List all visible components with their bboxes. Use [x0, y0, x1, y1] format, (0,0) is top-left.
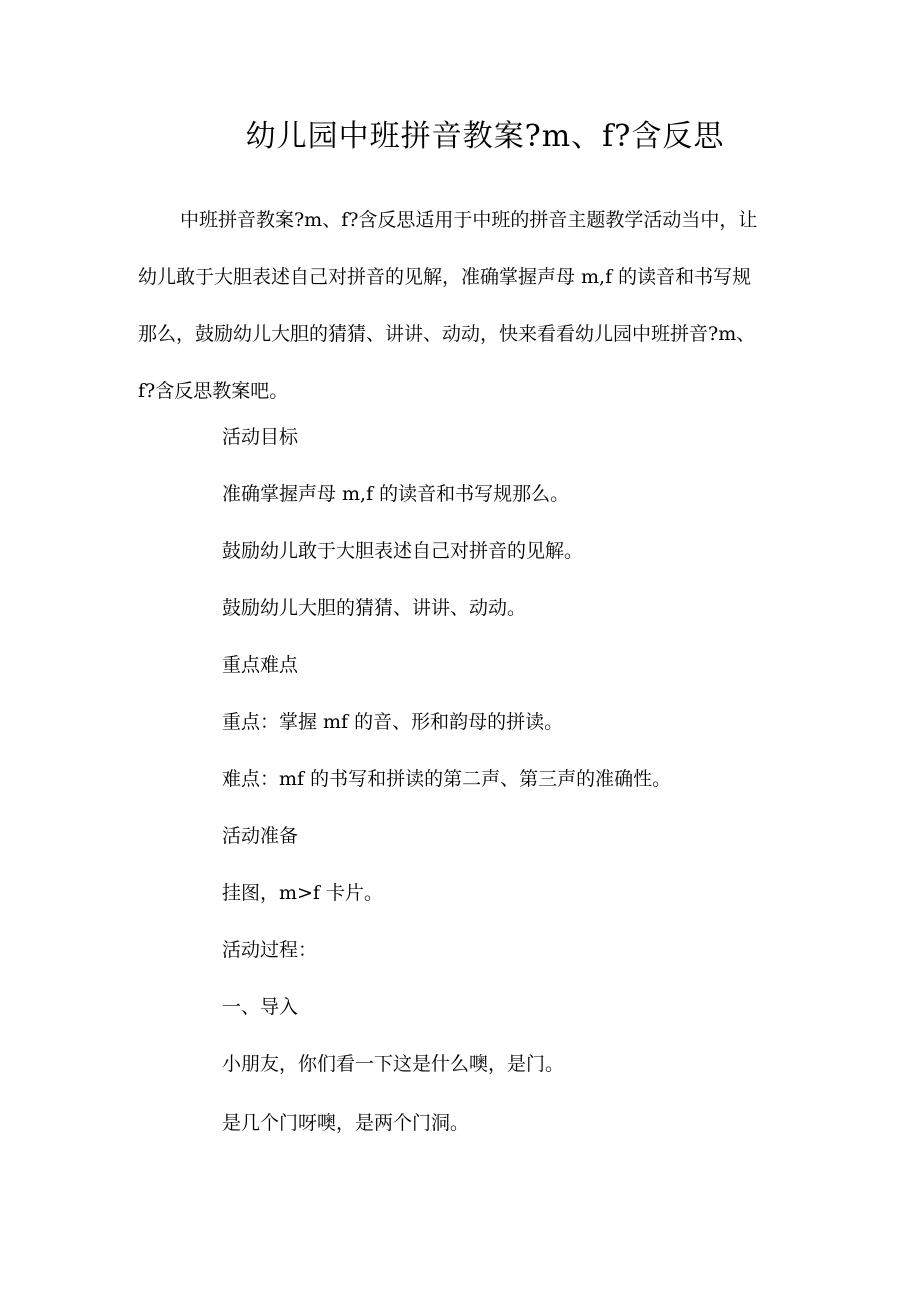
section-heading-objectives: 活动目标 — [222, 426, 299, 448]
intro-line: 中班拼音教案?m、f?含反思适用于中班的拼音主题教学活动当中，让 — [180, 209, 758, 231]
section-heading-preparation: 活动准备 — [222, 825, 299, 847]
intro-line: 幼儿敢于大胆表述自己对拼音的见解，准确掌握声母 m,f 的读音和书写规 — [138, 266, 752, 288]
paragraph: 挂图，m>f 卡片。 — [222, 882, 384, 904]
intro-line: f?含反思教案吧。 — [138, 380, 289, 402]
paragraph: 小朋友，你们看一下这是什么噢，是门。 — [222, 1053, 565, 1075]
section-heading-process: 活动过程： — [222, 939, 318, 961]
intro-paragraph — [138, 192, 790, 420]
section-heading-key-points: 重点难点 — [222, 654, 299, 676]
paragraph: 难点：mf 的书写和拼读的第二声、第三声的准确性。 — [222, 768, 672, 790]
paragraph: 鼓励幼儿敢于大胆表述自己对拼音的见解。 — [222, 540, 584, 562]
document-title: 幼儿园中班拼音教案?m、f?含反思 — [245, 119, 725, 154]
sub-heading-introduction: 一、导入 — [222, 996, 299, 1018]
intro-line: 那么，鼓励幼儿大胆的猜猜、讲讲、动动，快来看看幼儿园中班拼音?m、 — [138, 323, 756, 345]
paragraph: 鼓励幼儿大胆的猜猜、讲讲、动动。 — [222, 597, 527, 619]
paragraph: 重点：掌握 mf 的音、形和韵母的拼读。 — [222, 711, 564, 733]
paragraph: 准确掌握声母 m,f 的读音和书写规那么。 — [222, 483, 570, 505]
paragraph: 是几个门呀噢，是两个门洞。 — [222, 1112, 470, 1134]
